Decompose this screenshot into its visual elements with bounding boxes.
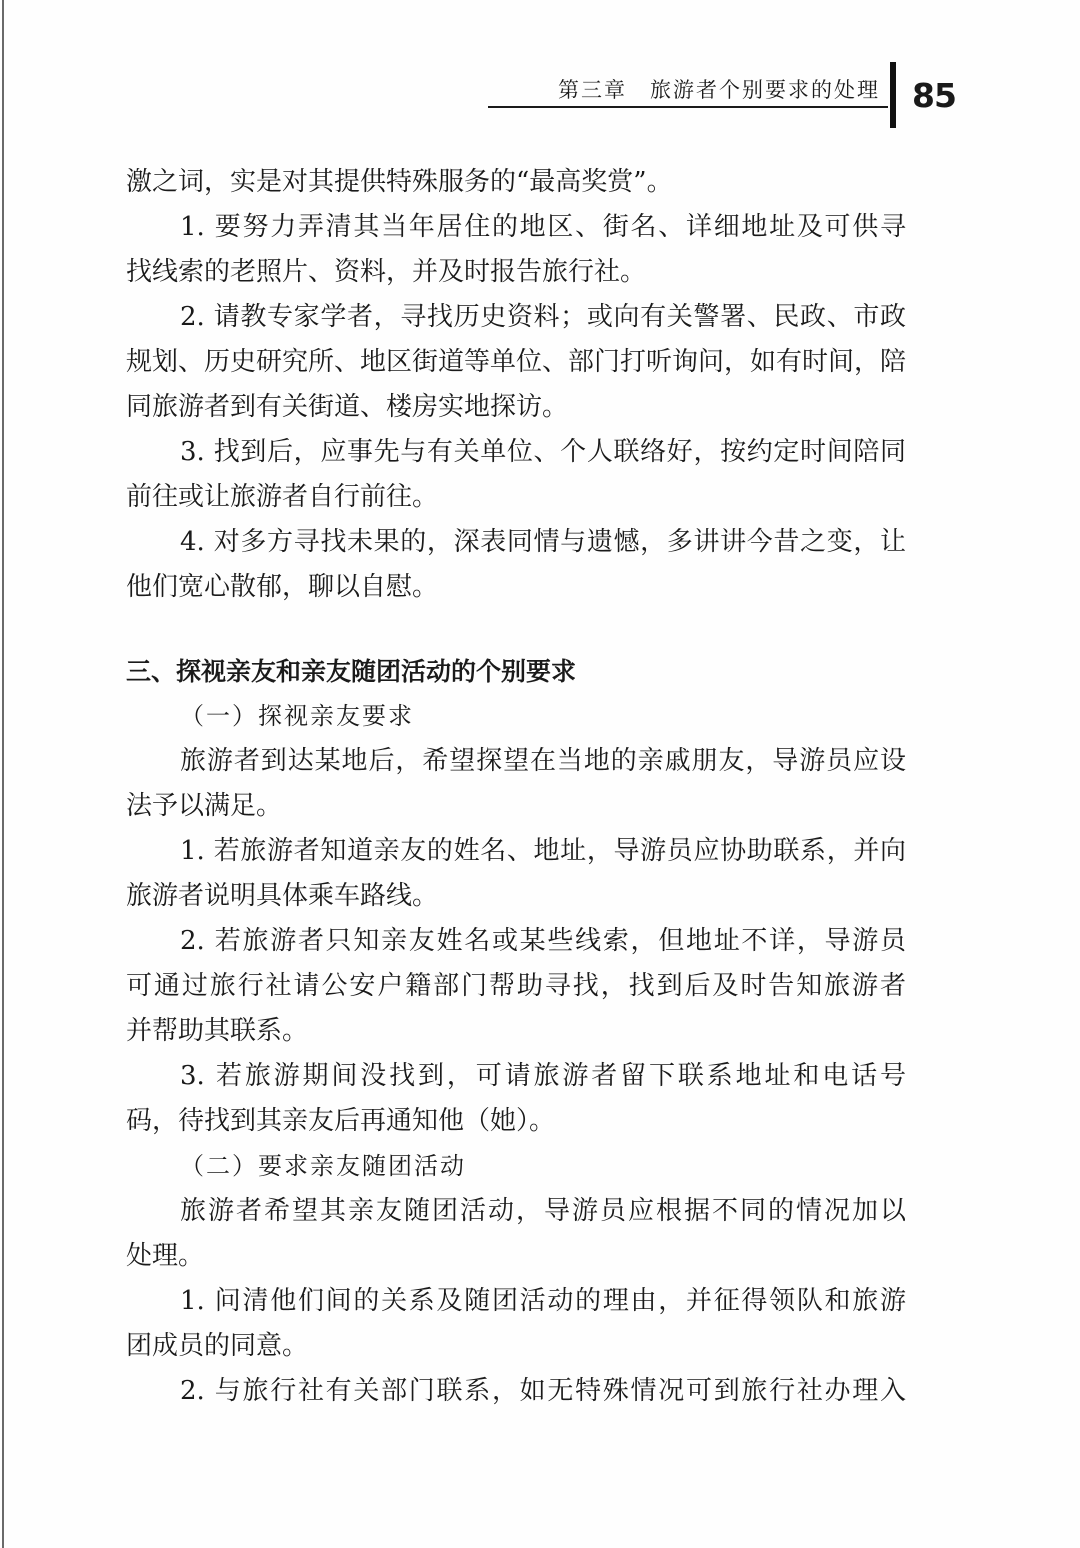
paragraph-line: 1. 要努力弄清其当年居住的地区、街名、详细地址及可供寻 bbox=[180, 212, 906, 242]
page-number: 85 bbox=[912, 76, 956, 115]
paragraph-line: 激之词，实是对其提供特殊服务的“最高奖赏”。 bbox=[126, 167, 673, 197]
paragraph-line: 2. 请教专家学者，寻找历史资料；或向有关警署、民政、市政 bbox=[180, 302, 906, 332]
paragraph-line: 旅游者希望其亲友随团活动，导游员应根据不同的情况加以 bbox=[180, 1196, 906, 1226]
paragraph-line: 码，待找到其亲友后再通知他（她）。 bbox=[126, 1106, 556, 1136]
section-heading: 三、探视亲友和亲友随团活动的个别要求 bbox=[126, 657, 577, 686]
running-header: 第三章 旅游者个别要求的处理 bbox=[558, 78, 880, 102]
paragraph-line: 团成员的同意。 bbox=[126, 1331, 309, 1361]
paragraph-line: 前往或让旅游者自行前往。 bbox=[126, 482, 439, 512]
paragraph-line: 规划、历史研究所、地区街道等单位、部门打听询问，如有时间，陪 bbox=[126, 347, 906, 377]
paragraph-line: 他们宽心散郁，聊以自慰。 bbox=[126, 572, 439, 602]
paragraph-line: 同旅游者到有关街道、楼房实地探访。 bbox=[126, 392, 569, 422]
header-bar bbox=[890, 62, 896, 128]
paragraph-line: 找线索的老照片、资料，并及时报告旅行社。 bbox=[126, 257, 647, 287]
paragraph-line: 可通过旅行社请公安户籍部门帮助寻找，找到后及时告知旅游者 bbox=[126, 971, 906, 1001]
paragraph-line: 并帮助其联系。 bbox=[126, 1016, 309, 1046]
paragraph-line: 2. 若旅游者只知亲友姓名或某些线索，但地址不详，导游员 bbox=[180, 926, 906, 956]
paragraph-line: 法予以满足。 bbox=[126, 791, 283, 821]
paragraph-line: 2. 与旅行社有关部门联系，如无特殊情况可到旅行社办理入 bbox=[180, 1376, 906, 1406]
paragraph-line: 1. 若旅游者知道亲友的姓名、地址，导游员应协助联系，并向 bbox=[180, 836, 906, 866]
paragraph-line: 处理。 bbox=[126, 1241, 205, 1271]
paragraph-line: 1. 问清他们间的关系及随团活动的理由，并征得领队和旅游 bbox=[180, 1286, 906, 1316]
page-body bbox=[126, 160, 906, 1414]
paragraph-line: 4. 对多方寻找未果的，深表同情与遗憾，多讲讲今昔之变，让 bbox=[180, 527, 906, 557]
header-rule bbox=[488, 106, 888, 108]
paragraph-line: 3. 找到后，应事先与有关单位、个人联络好，按约定时间陪同 bbox=[180, 437, 906, 467]
subsection-heading: （二）要求亲友随团活动 bbox=[180, 1152, 466, 1180]
subsection-heading: （一）探视亲友要求 bbox=[180, 702, 414, 730]
paragraph-line: 旅游者到达某地后，希望探望在当地的亲戚朋友，导游员应设 bbox=[180, 746, 906, 776]
paragraph-line: 旅游者说明具体乘车路线。 bbox=[126, 881, 439, 911]
page-edge-line bbox=[2, 0, 4, 1548]
paragraph-line: 3. 若旅游期间没找到，可请旅游者留下联系地址和电话号 bbox=[180, 1061, 906, 1091]
